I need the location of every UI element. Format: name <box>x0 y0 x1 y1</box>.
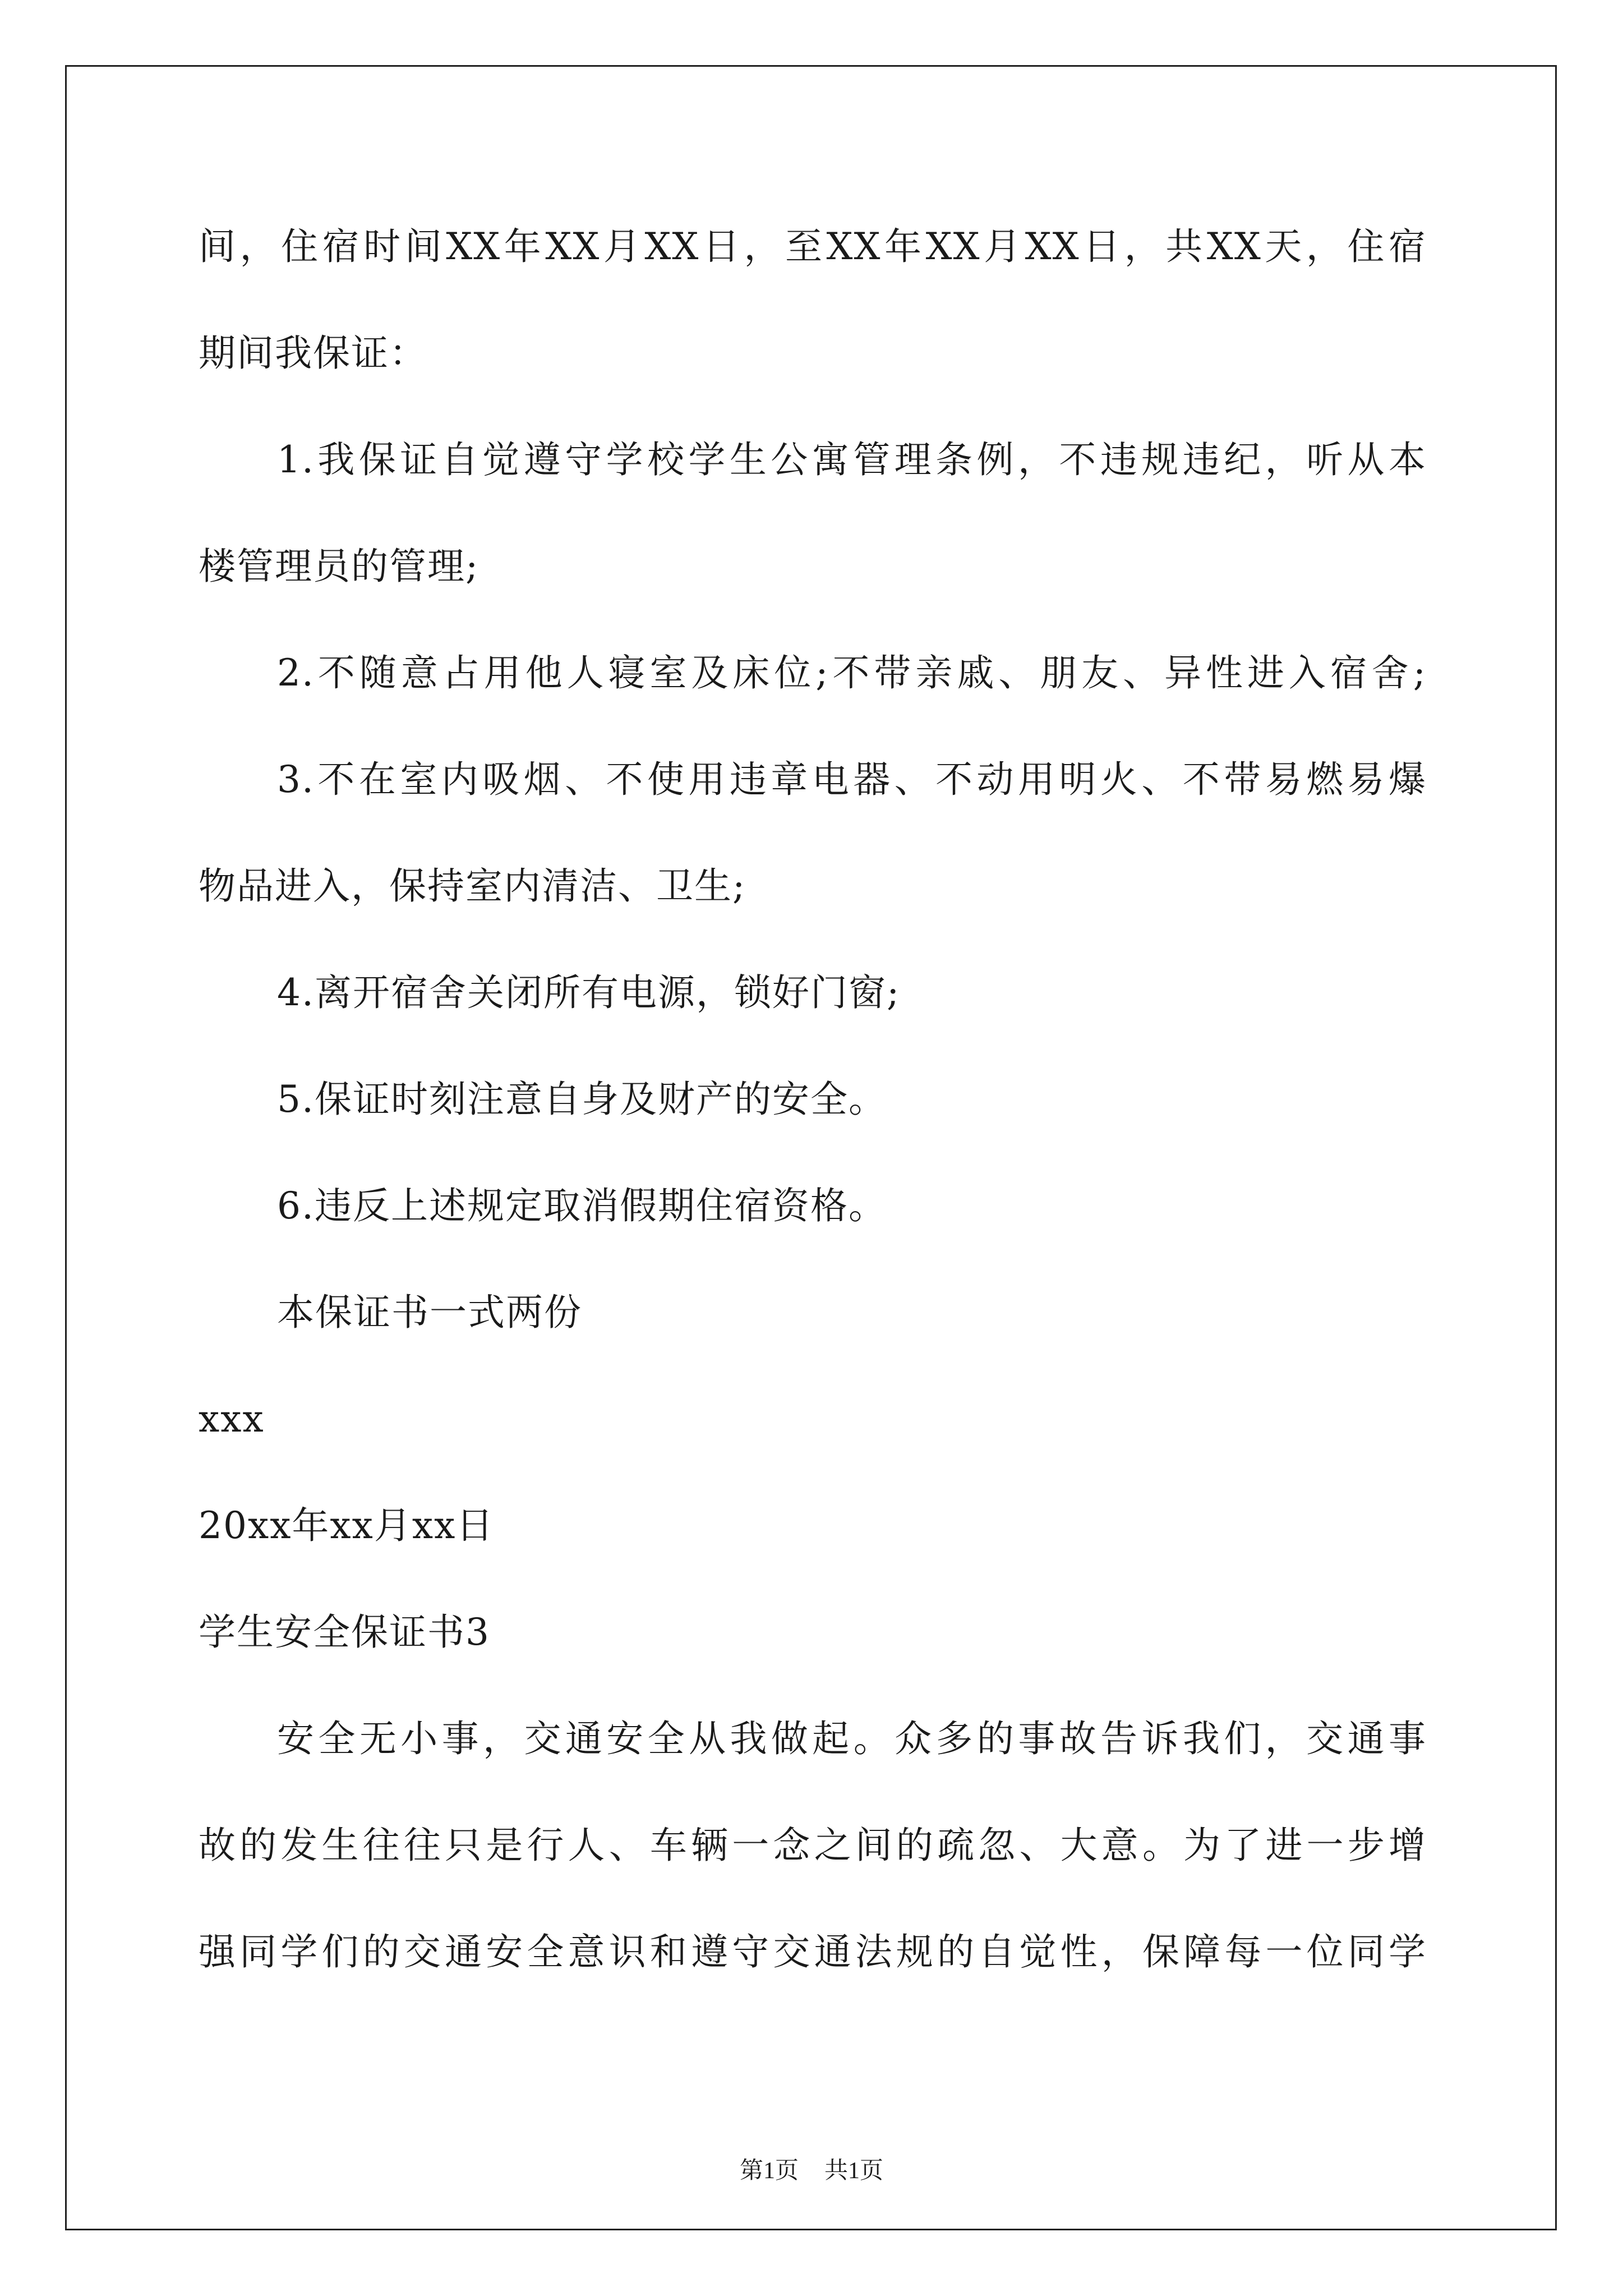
paragraph-line: 安全无小事，交通安全从我做起。众多的事故告诉我们，交通事 <box>277 1717 1427 1760</box>
closing-note: 本保证书一式两份 <box>277 1291 582 1334</box>
page-total: 共1页 <box>824 2158 884 2184</box>
text-line: 物品进入，保持室内清洁、卫生; <box>199 864 746 908</box>
text-line: 间，住宿时间XX年XX月XX日，至XX年XX月XX日，共XX天，住宿 <box>199 225 1427 268</box>
paragraph-line: 故的发生往往只是行人、车辆一念之间的疏忽、大意。为了进一步增 <box>199 1824 1427 1867</box>
text-line: 期间我保证： <box>199 332 427 375</box>
date-line: 20xx年xx月xx日 <box>199 1504 495 1547</box>
list-item: 2.不随意占用他人寝室及床位;不带亲戚、朋友、异性进入宿舍; <box>277 651 1427 694</box>
list-item: 6.违反上述规定取消假期住宿资格。 <box>277 1184 887 1227</box>
page-border <box>65 65 1557 2230</box>
paragraph-line: 强同学们的交通安全意识和遵守交通法规的自觉性，保障每一位同学 <box>199 1930 1427 1973</box>
text-line: 楼管理员的管理; <box>199 545 479 588</box>
list-item: 4.离开宿舍关闭所有电源，锁好门窗; <box>277 971 901 1014</box>
list-item: 3.不在室内吸烟、不使用违章电器、不动用明火、不带易燃易爆 <box>277 758 1427 801</box>
page-footer <box>0 2154 1623 2188</box>
signature: xxx <box>199 1397 265 1441</box>
page-number: 第1页 <box>739 2158 799 2184</box>
list-item: 5.保证时刻注意自身及财产的安全。 <box>277 1078 887 1121</box>
section-title: 学生安全保证书3 <box>199 1611 490 1654</box>
list-item: 1.我保证自觉遵守学校学生公寓管理条例，不违规违纪，听从本 <box>277 438 1427 481</box>
